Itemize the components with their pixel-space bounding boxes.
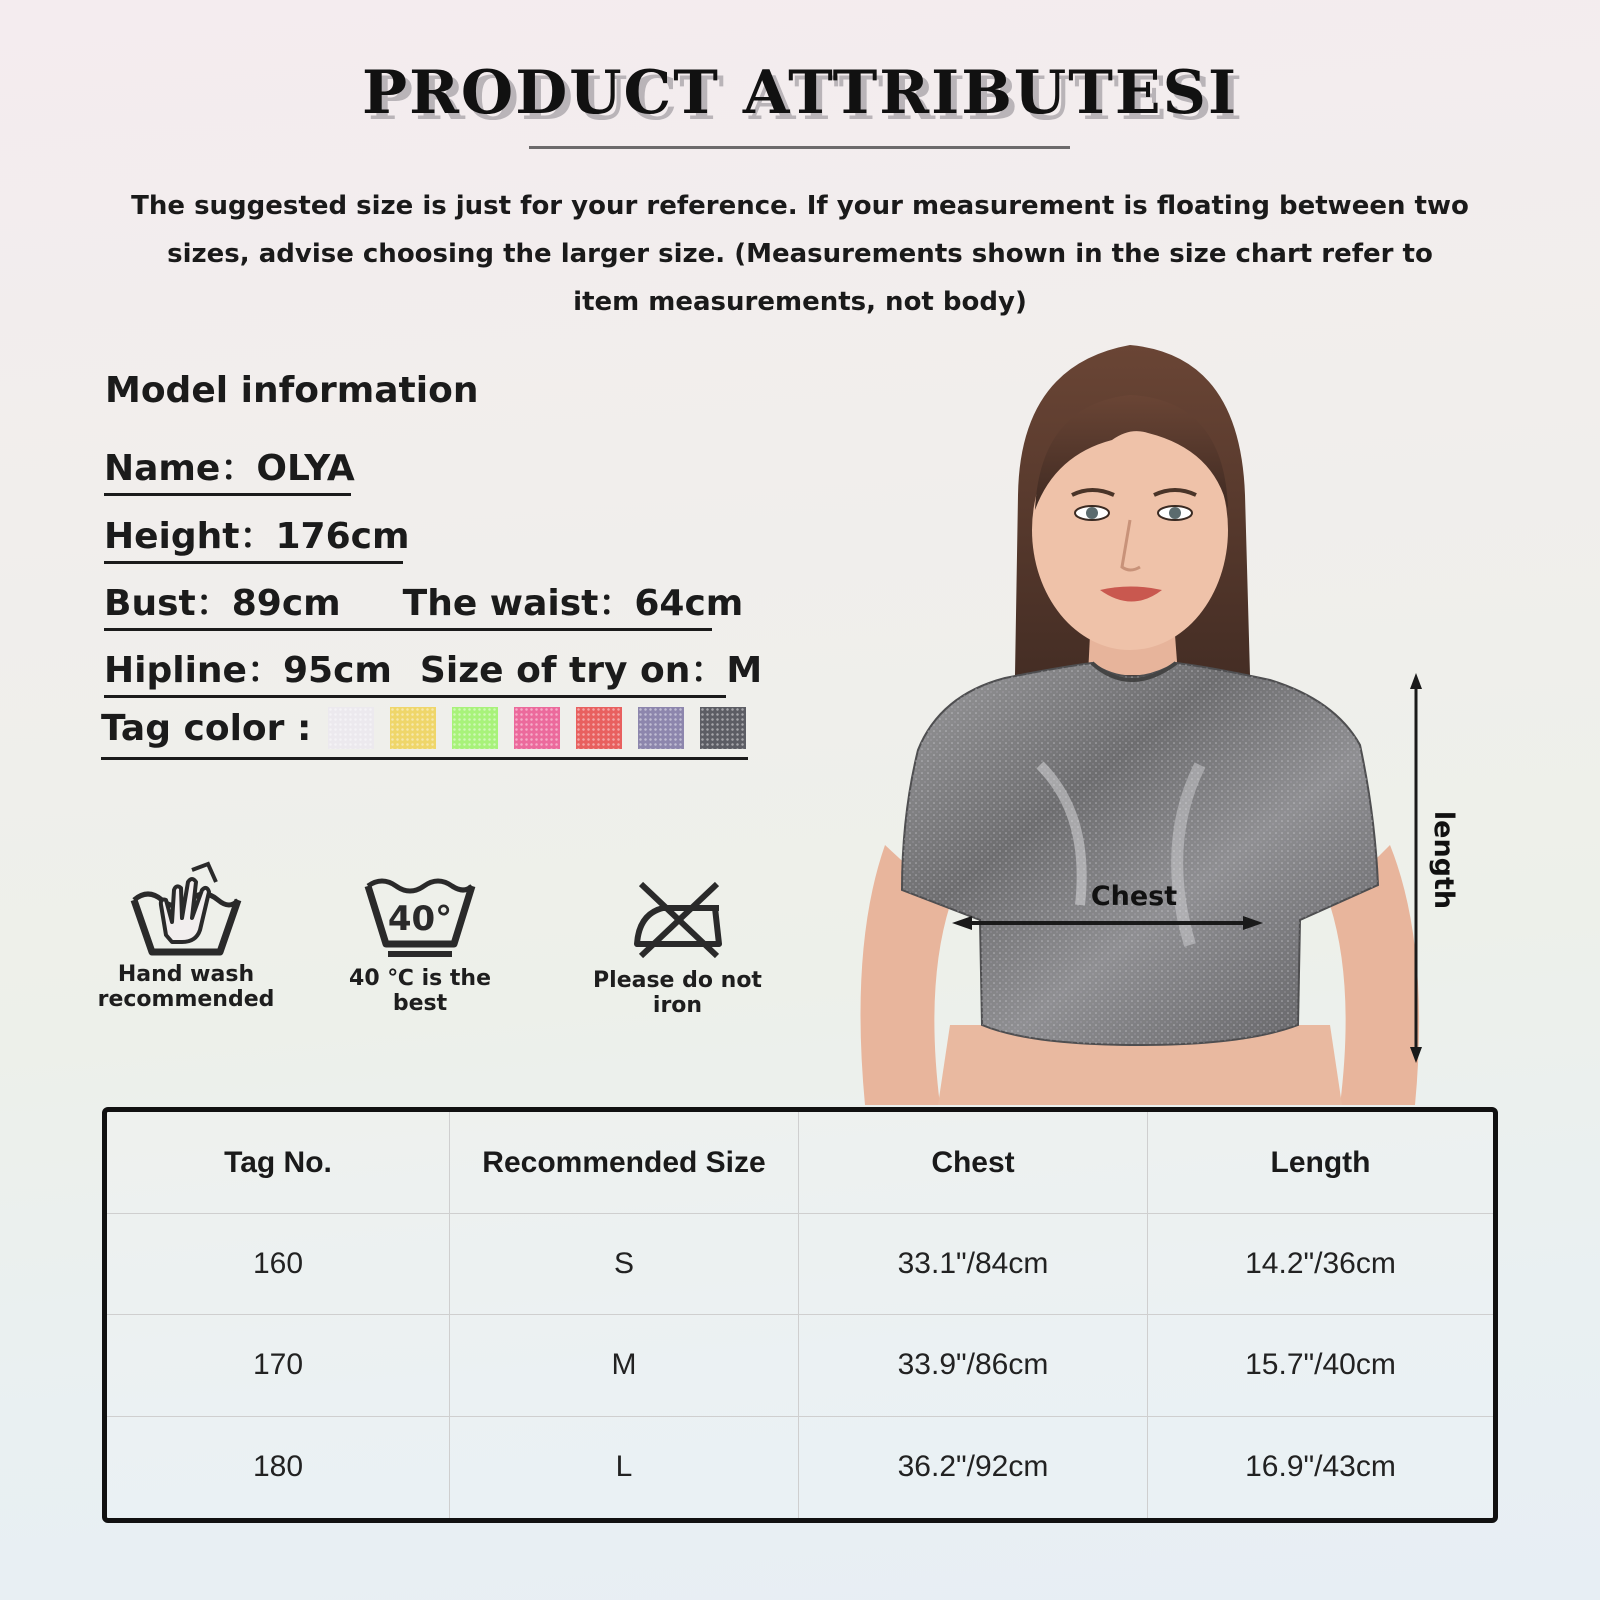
height-value: 176cm	[275, 516, 410, 557]
hand-wash-icon	[126, 860, 246, 960]
wash-40-icon	[360, 870, 480, 960]
care-hand-wash	[96, 860, 276, 1012]
tag-swatch-yellow	[390, 707, 436, 749]
no-iron-icon	[623, 880, 733, 960]
no-iron-label: Please do not iron	[593, 968, 762, 1018]
table-cell-length: 14.2"/36cm	[1148, 1214, 1493, 1315]
length-label: length	[1428, 810, 1459, 910]
chest-label: Chest	[1090, 881, 1178, 912]
table-cell-tag-no: 180	[107, 1417, 450, 1518]
model-info-heading: Model information	[105, 370, 479, 411]
size-advice-text: The suggested size is just for your reference. If your measurement is floating between two sizes, advise choosing the larger size. (Measurements shown in the size chart refer to item measurements, not body)	[131, 191, 1469, 317]
height-label: Height：	[104, 516, 276, 557]
care-no-iron	[575, 880, 780, 1018]
model-hip-size-line	[104, 642, 763, 698]
table-cell-size: S	[450, 1214, 799, 1315]
table-cell-tag-no: 170	[107, 1315, 450, 1416]
tag-swatch-red	[576, 707, 622, 749]
table-cell-length: 16.9"/43cm	[1245, 1450, 1396, 1484]
bust-label: Bust：	[104, 583, 232, 624]
page-title: PRODUCT ATTRIBUTESI	[361, 58, 1239, 128]
table-cell-size: L	[450, 1417, 799, 1518]
wash-temp-label: 40 ℃ is the best	[349, 966, 491, 1016]
table-header-tag-no: Tag No.	[107, 1112, 450, 1214]
waist-value: 64cm	[634, 583, 744, 624]
model-illustration	[830, 345, 1459, 1105]
name-label: Name：	[104, 448, 257, 489]
tag-swatch-green	[452, 707, 498, 749]
care-wash-temp	[325, 870, 515, 1016]
wash-temp-number: 40°	[387, 899, 453, 939]
model-height-line	[104, 508, 410, 564]
table-cell-size: M	[450, 1315, 799, 1416]
try-on-size-value: M	[726, 650, 763, 691]
hand-wash-line2: recommended	[97, 987, 275, 1012]
table-header-recommended-size: Recommended Size	[450, 1112, 799, 1214]
hip-label: Hipline：	[104, 650, 283, 691]
tag-swatch-pink	[514, 707, 560, 749]
table-cell-chest: 33.1"/84cm	[799, 1214, 1148, 1315]
table-cell-chest: 33.9"/86cm	[799, 1315, 1148, 1416]
hip-value: 95cm	[282, 650, 392, 691]
table-cell-length: 15.7"/40cm	[1148, 1315, 1493, 1416]
table-header-chest: Chest	[799, 1112, 1148, 1214]
table-cell-tag-no: 160	[107, 1214, 450, 1315]
bust-value: 89cm	[231, 583, 341, 624]
model-bust-waist-line	[104, 575, 744, 631]
tag-color-label: Tag color :	[101, 708, 312, 749]
table-cell-chest: 36.2"/92cm	[799, 1417, 1148, 1518]
table-header-length: Length	[1148, 1112, 1493, 1214]
size-chart-table	[102, 1107, 1498, 1523]
hand-wash-line1: Hand wash	[117, 962, 255, 987]
tag-swatch-gray	[700, 707, 746, 749]
try-on-size-label: Size of try on：	[419, 650, 727, 691]
name-value: OLYA	[256, 448, 355, 489]
tag-swatch-purple	[638, 707, 684, 749]
model-name-line	[104, 440, 355, 496]
tag-swatch-white	[328, 707, 374, 749]
title-underline	[529, 146, 1070, 149]
waist-label: The waist：	[402, 583, 635, 624]
